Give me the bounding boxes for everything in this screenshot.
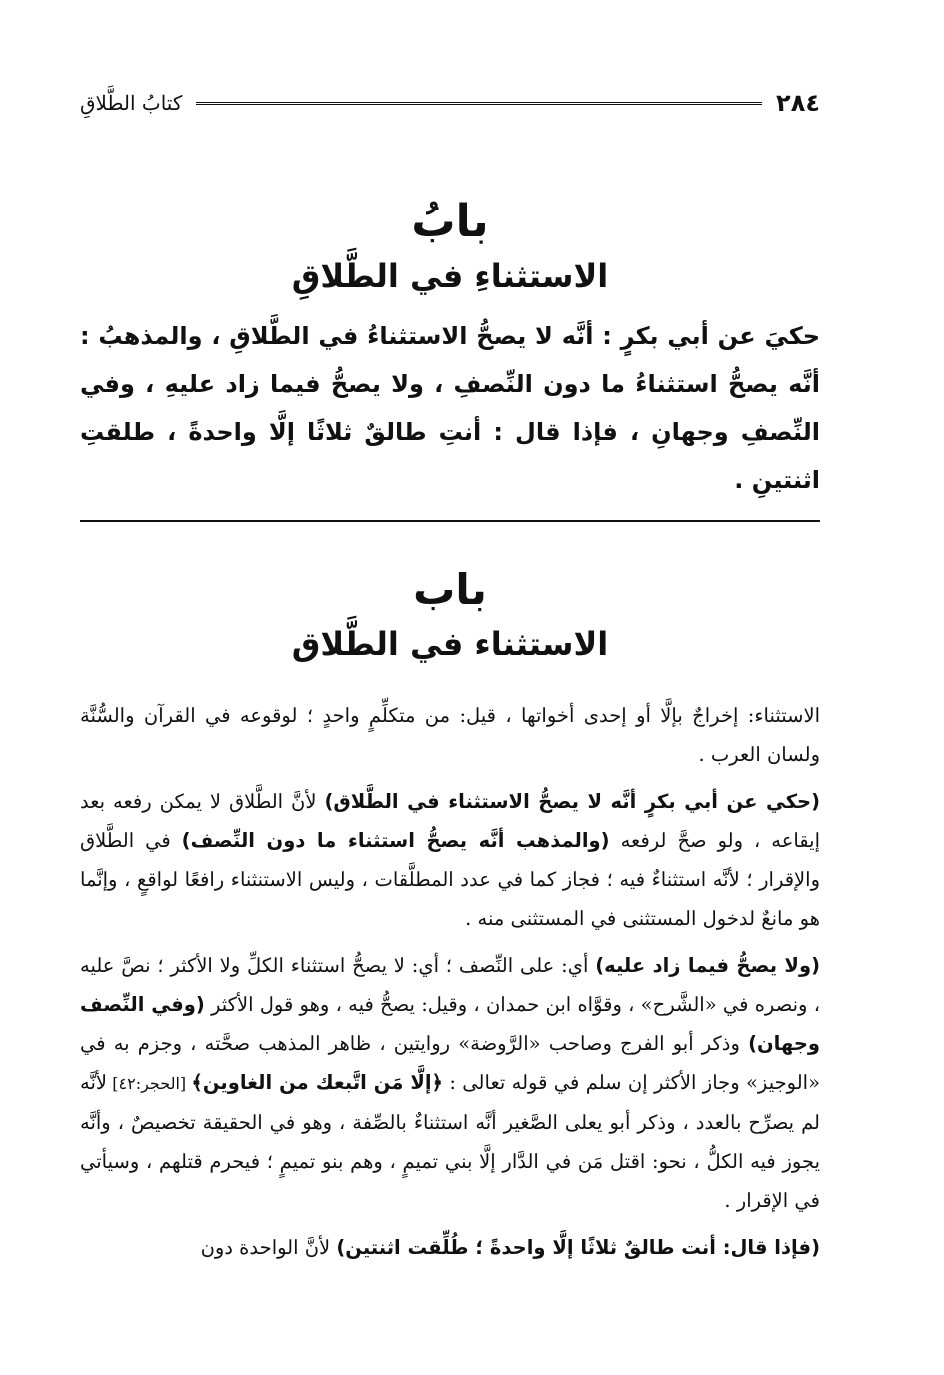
matn-block (80, 192, 820, 522)
quoted-matn: (وفي النِّصف وجهان) (80, 993, 820, 1055)
sharh-paragraph-4 (80, 1228, 820, 1267)
matn-text: حكيَ عن أبي بكرٍ : أنَّه لا يصحُّ الاستثناءُ في الطَّلاقِ ، والمذهبُ : أنَّه يصحُّ استثناءُ ما دون النِّصفِ ، ولا يصحُّ فيما زاد عليهِ ، وفي النِّصفِ وجهانِ ، فإذا قال : أنتِ طالقٌ ثلاثًا إلَّا واحدةً ، طلقتِ اثنتينِ . (80, 322, 820, 494)
header-double-rule (196, 102, 762, 105)
quoted-matn: (ولا يصحُّ فيما زاد عليه) (595, 954, 820, 977)
matn-chapter-label: بابُ (411, 196, 489, 247)
quoted-matn: (فإذا قال: أنت طالقٌ ثلاثًا إلَّا واحدةً ؛ طُلِّقت اثنتين) (336, 1236, 820, 1259)
sharh-block (80, 560, 820, 1267)
sharh-paragraph-1: الاستثناء: إخراجٌ بإلَّا أو إحدى أخواتها ، قيل: من متكلِّمٍ واحدٍ ؛ لوقوعه في القرآن والسُّنَّة ولسان العرب . (80, 704, 820, 766)
commentary-text: أي: على النِّصف ؛ أي: لا يصحُّ استثناء الكلِّ ولا الأكثر ؛ نصَّ عليه ، ونصره في «الشَّرح» ، وقوَّاه ابن حمدان ، وقيل: يصحُّ فيه ، وهو قول الأكثر (80, 954, 820, 1016)
quran-verse: ﴿إلَّا مَن اتَّبعك من الغاوين﴾ (191, 1071, 443, 1094)
running-title: كتابُ الطَّلاقِ (80, 91, 183, 115)
matn-divider (80, 520, 820, 522)
commentary-text: لأنَّ الطَّلاق لا يمكن رفعه بعد إيقاعه ، ولو صحَّ لرفعه (80, 790, 820, 852)
sharh-paragraph-3 (80, 946, 820, 1220)
matn-chapter-title: الاستثناءِ في الطَّلاقِ (291, 257, 609, 295)
commentary-text: وذكر أبو الفرج وصاحب «الرَّوضة» روايتين ، ظاهر المذهب صحَّته ، وجزم به في «الوجيز» وجاز الأكثر إن سلم في قوله تعالى : (80, 1032, 820, 1094)
commentary-text: في الطَّلاق والإقرار ؛ لأنَّه استثناءٌ فيه ؛ فجاز كما في عدد المطلَّقات ، وليس الاستنثناء رافعًا لواقعٍ ، وإنَّما هو مانعٌ لدخول المستثنى في المستثنى منه . (80, 829, 820, 930)
sharh-chapter-label: باب (413, 565, 487, 614)
commentary-text: لأنَّ الواحدة دون (200, 1236, 337, 1259)
page (80, 86, 820, 1275)
running-header (80, 86, 820, 120)
commentary-text: لأنَّه لم يصرِّح بالعدد ، وذكر أبو يعلى الصَّغير أنَّه استثناءٌ بالصِّفة ، وهو في الحقيقة تخصيصٌ ، وأنَّه يجوز فيه الكلُّ ، نحو: اقتل مَن في الدَّار إلَّا بني تميمٍ ، وهم بنو تميمٍ ؛ فيحرم قتلهم ، وسيأتي في الإقرار . (80, 1071, 820, 1212)
quoted-matn: (حكي عن أبي بكرٍ أنَّه لا يصحُّ الاستثناء في الطَّلاق) (324, 790, 820, 813)
sharh-paragraph-2 (80, 782, 820, 938)
quoted-matn: (والمذهب أنَّه يصحُّ استثناء ما دون النِّصف) (181, 829, 610, 852)
page-number: ٢٨٤ (776, 89, 820, 117)
verse-reference: [الحجر:٤٢] (107, 1074, 192, 1093)
sharh-chapter-title: الاستثناء في الطَّلاق (291, 625, 609, 663)
